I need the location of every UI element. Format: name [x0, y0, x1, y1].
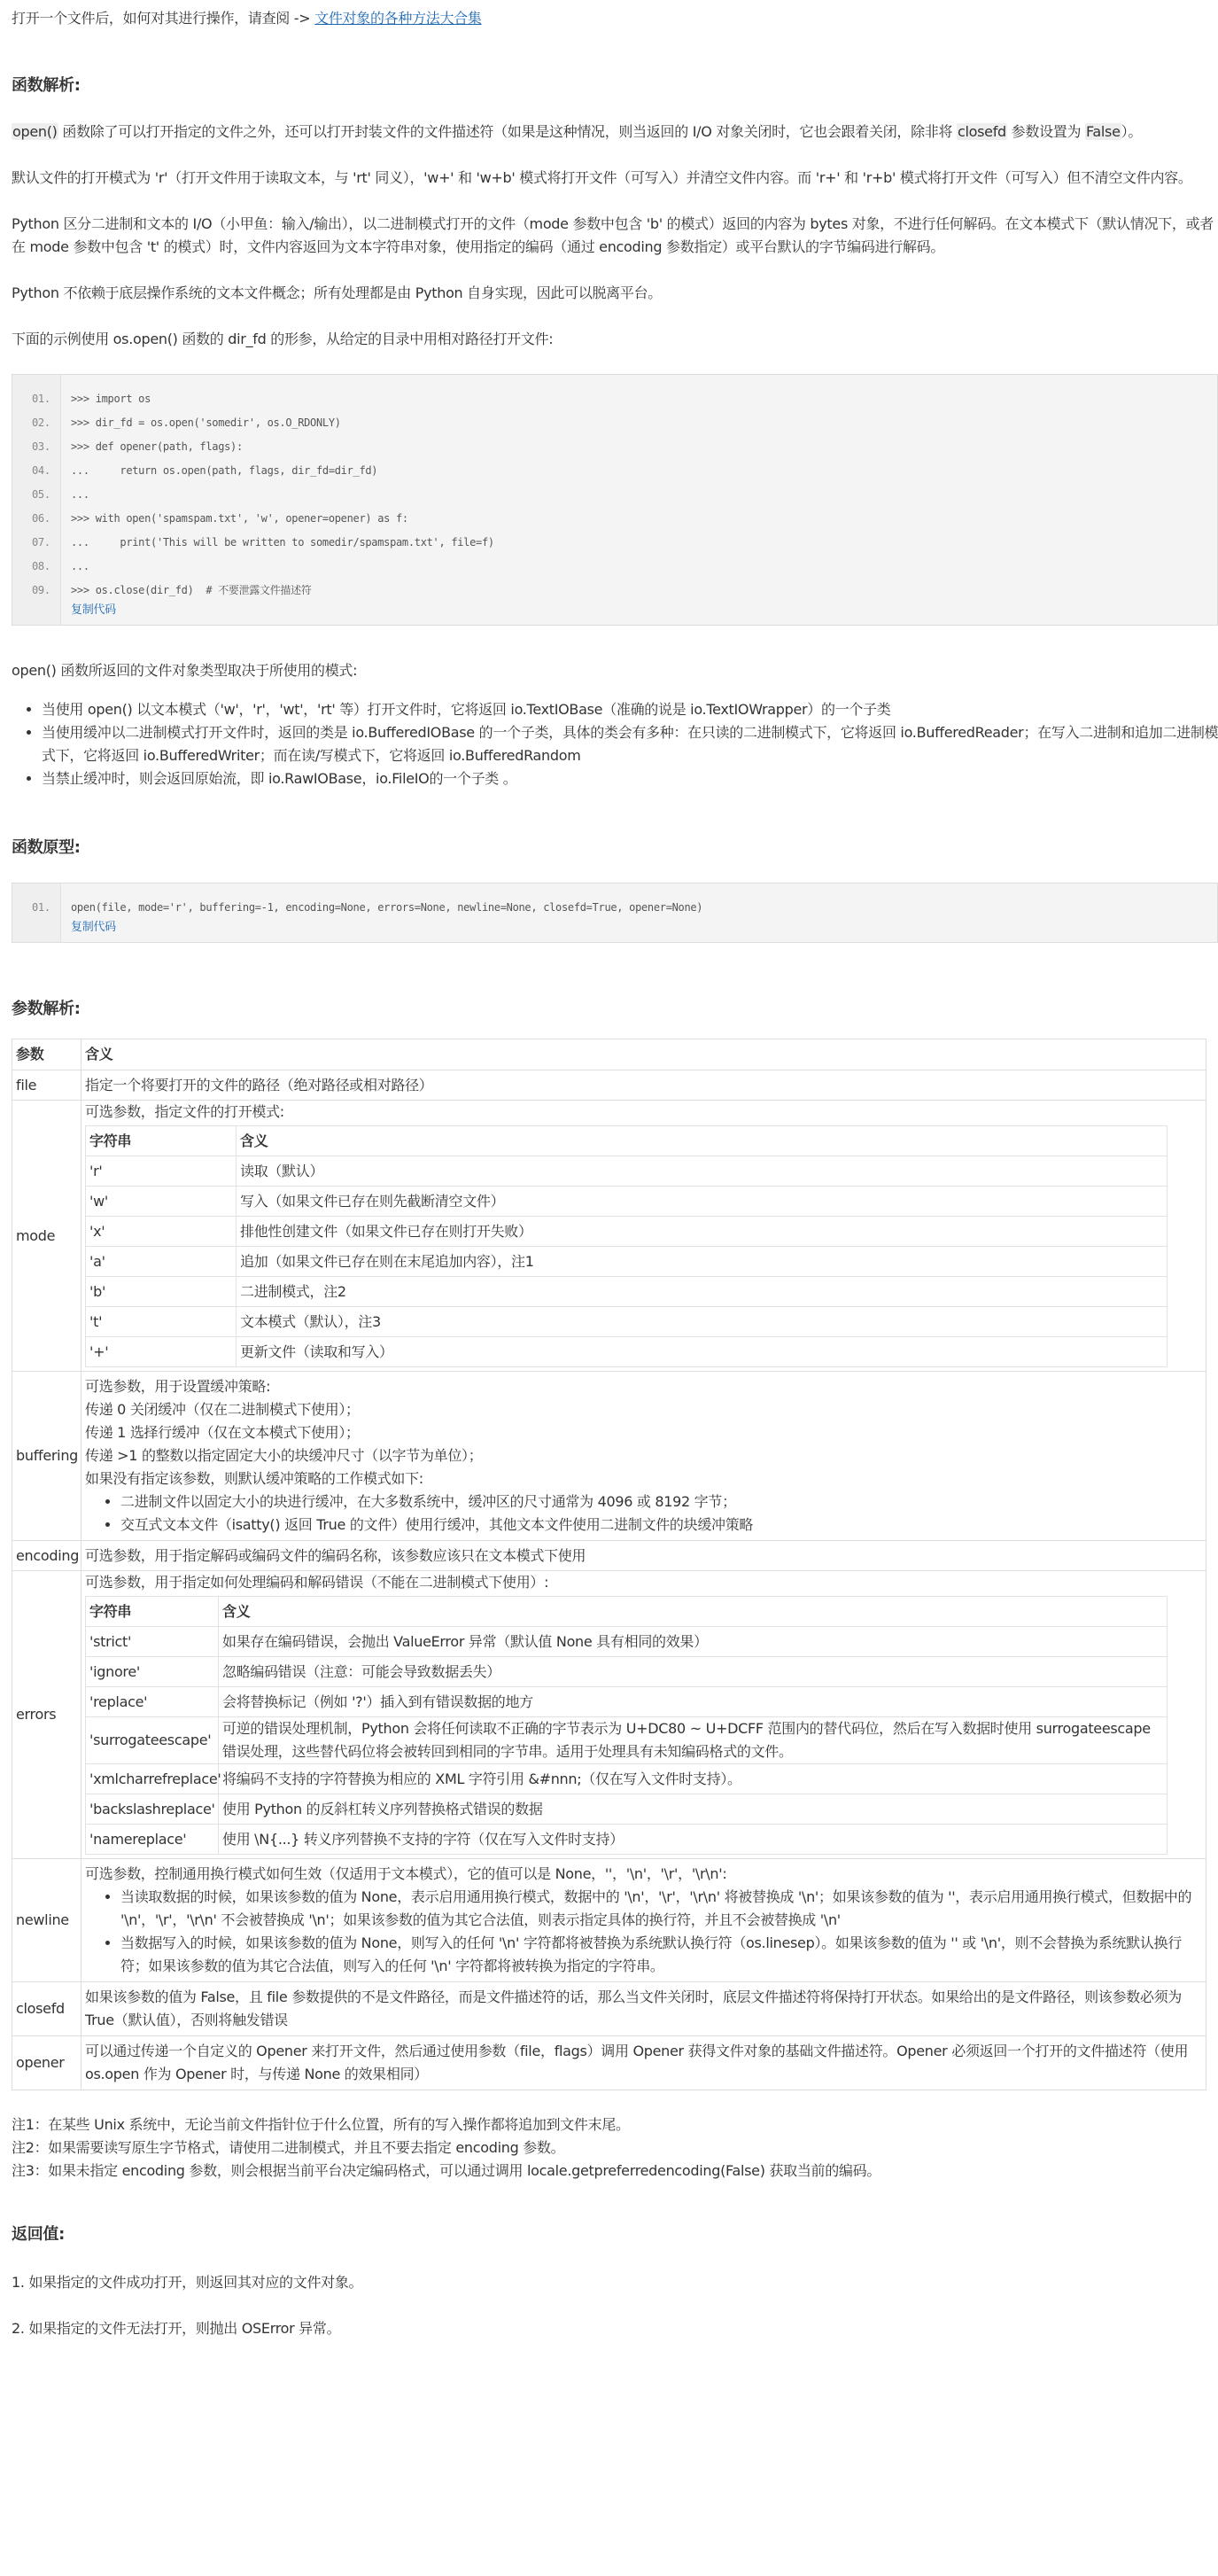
line-number: 09. — [32, 584, 50, 596]
option-meaning: 使用 Python 的反斜杠转义序列替换格式错误的数据 — [219, 1794, 1168, 1825]
buffering-line: 可选参数，用于设置缓冲策略: — [85, 1378, 271, 1395]
line-number: 06. — [32, 512, 50, 525]
option-meaning: 排他性创建文件（如果文件已存在则打开失败） — [237, 1217, 1168, 1247]
table-row — [12, 1070, 1206, 1101]
param-name: newline — [12, 1859, 81, 1982]
option-value: 'strict' — [86, 1627, 219, 1657]
inner-row — [86, 1717, 1168, 1764]
buffering-line: 传递 >1 的整数以指定固定大小的块缓冲尺寸（以字节为单位）； — [85, 1447, 483, 1464]
option-meaning: 写入（如果文件已存在则先截断清空文件） — [237, 1187, 1168, 1217]
buffering-line: 传递 0 关闭缓冲（仅在二进制模式下使用）； — [85, 1401, 360, 1418]
p1-text2: 参数设置为 — [1006, 123, 1085, 140]
inner-row — [86, 1187, 1168, 1217]
option-value: 'backslashreplace' — [86, 1794, 219, 1825]
option-value: 'namereplace' — [86, 1825, 219, 1855]
paragraph-example-intro: 下面的示例使用 os.open() 函数的 dir_fd 的形参，从给定的目录中用相对路径打开文件: — [12, 331, 554, 347]
param-desc: 可选参数，用于指定如何处理编码和解码错误（不能在二进制模式下使用）: — [85, 1574, 549, 1591]
list-item: • 当禁止缓冲时，则会返回原始流，即 io.RawIOBase，io.FileIO的一个子类 。 — [42, 767, 1218, 790]
line-number: 05. — [32, 488, 50, 501]
code-line — [12, 896, 1217, 920]
code-false: False — [1085, 123, 1121, 140]
param-name: encoding — [12, 1541, 81, 1571]
param-desc: 如果该参数的值为 False，且 file 参数提供的不是文件路径，而是文件描述符的话，那么当文件关闭时，底层文件描述符将保持打开状态。如果给出的是文件路径，则该参数必须为 True（默认值），否则将触发错误 — [81, 1982, 1206, 2036]
return-line: 2. 如果指定的文件无法打开，则抛出 OSError 异常。 — [12, 2320, 341, 2337]
note-line: 注1：在某些 Unix 系统中，无论当前文件指针位于什么位置，所有的写入操作都将追加到文件末尾。 — [12, 2116, 630, 2133]
notes — [12, 2113, 1218, 2183]
mode-return-list — [12, 698, 1218, 790]
header-param: 参数 — [12, 1039, 81, 1070]
section-title-return: 返回值: — [12, 2225, 65, 2244]
line-number: 03. — [32, 440, 50, 453]
inner-row — [86, 1794, 1168, 1825]
inner-header-cell: 含义 — [219, 1597, 1168, 1627]
p1-text: 函数除了可以打开指定的文件之外，还可以打开封装文件的文件描述符（如果是这种情况，则当返回的 I/O 对象关闭时，它也会跟着关闭，除非将 — [58, 123, 957, 140]
option-value: 'xmlcharrefreplace' — [86, 1764, 219, 1794]
inner-row — [86, 1687, 1168, 1717]
line-number: 07. — [32, 536, 50, 549]
inner-row — [86, 1657, 1168, 1687]
param-desc: 指定一个将要打开的文件的路径（绝对路径或相对路径） — [81, 1070, 1206, 1101]
code-line — [12, 459, 1217, 483]
note-line: 注3：如果未指定 encoding 参数，则会根据当前平台决定编码格式，可以通过调用 locale.getpreferredencoding(False) 获取当前的编码。 — [12, 2162, 881, 2179]
param-name: file — [12, 1070, 81, 1101]
param-name: buffering — [12, 1372, 81, 1541]
buffering-list — [85, 1490, 1202, 1537]
code-text: ... print('This will be written to somedir/spamspam.txt', file=f) — [71, 536, 494, 549]
option-meaning: 追加（如果文件已存在则在末尾追加内容），注1 — [237, 1247, 1168, 1277]
option-value: 'r' — [86, 1156, 237, 1187]
section-title-params: 参数解析: — [12, 1000, 81, 1018]
option-value: 'replace' — [86, 1687, 219, 1717]
inner-row — [86, 1277, 1168, 1307]
table-row — [12, 1982, 1206, 2036]
table-row — [12, 1372, 1206, 1541]
code-text: >>> os.close(dir_fd) # 不要泄露文件描述符 — [71, 584, 312, 596]
params-table — [12, 1039, 1206, 2090]
option-meaning: 更新文件（读取和写入） — [237, 1337, 1168, 1367]
option-meaning: 二进制模式，注2 — [237, 1277, 1168, 1307]
line-number: 04. — [32, 464, 50, 477]
code-text: ... — [71, 488, 89, 501]
list-item: • 当使用缓冲以二进制模式打开文件时，返回的类是 io.BufferedIOBase 的一个子类，具体的类会有多种：在只读的二进制模式下，它将返回 io.BufferedReader；在写入二进制和追加二进制模式下，它将返回 io.BufferedWriter；而在读/写模式下，它将返回 io.BufferedRandom — [42, 721, 1218, 767]
intro-text: 打开一个文件后，如何对其进行操作，请查阅 -> — [12, 10, 315, 27]
code-line — [12, 435, 1217, 459]
option-meaning: 会将替换标记（例如 '?'）插入到有错误数据的地方 — [219, 1687, 1168, 1717]
code-text: >>> def opener(path, flags): — [71, 440, 243, 453]
option-meaning: 将编码不支持的字符替换为相应的 XML 字符引用 &#nnn;（仅在写入文件时支持）。 — [219, 1764, 1168, 1794]
copy-code-link[interactable]: 复制代码 — [71, 603, 116, 617]
paragraph-platform: Python 不依赖于底层操作系统的文本文件概念；所有处理都是由 Python 自身实现，因此可以脱离平台。 — [12, 284, 662, 301]
list-item: • 交互式文本文件（isatty() 返回 True 的文件）使用行缓冲，其他文本文件使用二进制文件的块缓冲策略 — [120, 1514, 1202, 1537]
param-name: opener — [12, 2036, 81, 2090]
section-title-analysis: 函数解析: — [12, 76, 81, 95]
code-line — [12, 579, 1217, 603]
copy-code-link[interactable]: 复制代码 — [71, 921, 116, 934]
inner-row — [86, 1337, 1168, 1367]
code-text: ... — [71, 560, 89, 572]
code-line — [12, 387, 1217, 411]
buffering-line: 传递 1 选择行缓冲（仅在文本模式下使用）； — [85, 1424, 360, 1441]
option-meaning: 忽略编码错误（注意：可能会导致数据丢失） — [219, 1657, 1168, 1687]
code-line — [12, 507, 1217, 531]
inner-row — [86, 1217, 1168, 1247]
errors-table — [85, 1596, 1168, 1855]
param-desc: 可以通过传递一个自定义的 Opener 来打开文件，然后通过使用参数（file，flags）调用 Opener 获得文件对象的基础文件描述符。Opener 必须返回一个打开的文件描述符（使用 os.open 作为 Opener 时，与传递 None 的效果相同） — [81, 2036, 1206, 2090]
line-number: 01. — [32, 901, 50, 914]
inner-row — [86, 1764, 1168, 1794]
inner-header-cell: 字符串 — [86, 1126, 237, 1156]
code-closefd: closefd — [957, 123, 1006, 140]
intro-line — [12, 0, 1218, 30]
option-value: 'a' — [86, 1247, 237, 1277]
inner-header-row — [86, 1126, 1168, 1156]
option-value: 'surrogateescape' — [86, 1717, 219, 1764]
table-header-row — [12, 1039, 1206, 1070]
option-value: 'x' — [86, 1217, 237, 1247]
methods-link[interactable]: 文件对象的各种方法大合集 — [314, 10, 482, 27]
option-meaning: 读取（默认） — [237, 1156, 1168, 1187]
param-name: closefd — [12, 1982, 81, 2036]
param-desc-cell — [81, 1571, 1206, 1859]
code-text: >>> import os — [71, 393, 151, 405]
list-item: • 当数据写入的时候，如果该参数的值为 None，则写入的任何 '\n' 字符都将被替换为系统默认换行符（os.linesep）。如果该参数的值为 '' 或 '\n'，则不会替换为系统默认换行符；如果该参数的值为其它合法值，则写入的任何 '\n' 字符都将被转换为指定的字符串。 — [120, 1932, 1202, 1978]
code-open: open() — [12, 123, 58, 140]
param-desc-cell — [81, 1101, 1206, 1372]
param-name: mode — [12, 1101, 81, 1372]
inner-row — [86, 1627, 1168, 1657]
note-line: 注2：如果需要读写原生字节格式，请使用二进制模式，并且不要去指定 encoding 参数。 — [12, 2139, 565, 2156]
param-desc-cell — [81, 1859, 1206, 1982]
list-item: • 二进制文件以固定大小的块进行缓冲，在大多数系统中，缓冲区的尺寸通常为 4096 或 8192 字节； — [120, 1490, 1202, 1514]
param-desc: 可选参数，指定文件的打开模式: — [85, 1103, 284, 1120]
newline-list — [85, 1886, 1202, 1978]
option-value: 'w' — [86, 1187, 237, 1217]
code-text: open(file, mode='r', buffering=-1, encoding=None, errors=None, newline=None, closefd=True, opener=None) — [71, 901, 703, 914]
code-text: ... return os.open(path, flags, dir_fd=dir_fd) — [71, 464, 378, 477]
inner-row — [86, 1247, 1168, 1277]
table-row — [12, 2036, 1206, 2090]
inner-row — [86, 1307, 1168, 1337]
paragraph-default-mode: 默认文件的打开模式为 'r'（打开文件用于读取文本，与 'rt' 同义），'w+' 和 'w+b' 模式将打开文件（可写入）并清空文件内容。而 'r+' 和 'r+b' 模式将打开文件（可写入）但不清空文件内容。 — [12, 169, 1192, 186]
option-value: '+' — [86, 1337, 237, 1367]
mode-table — [85, 1125, 1168, 1367]
line-number: 08. — [32, 560, 50, 572]
code-line — [12, 411, 1217, 435]
line-number: 02. — [32, 416, 50, 429]
paragraph-open-desc — [12, 121, 1218, 144]
header-meaning: 含义 — [81, 1039, 1206, 1070]
inner-row — [86, 1156, 1168, 1187]
table-row — [12, 1101, 1206, 1372]
param-desc: 可选参数，用于指定解码或编码文件的编码名称，该参数应该只在文本模式下使用 — [81, 1541, 1206, 1571]
code-line — [12, 531, 1217, 555]
option-meaning: 可逆的错误处理机制，Python 会将任何读取不正确的字节表示为 U+DC80 ~ U+DCFF 范围内的替代码位，然后在写入数据时使用 surrogateescape 错误处理，这些替代码位将会被转回到相同的字节串。适用于处理具有未知编码格式的文件。 — [219, 1717, 1168, 1764]
buffering-line: 如果没有指定该参数，则默认缓冲策略的工作模式如下: — [85, 1470, 423, 1487]
line-number: 01. — [32, 393, 50, 405]
code-block-example — [12, 374, 1218, 626]
code-block-prototype — [12, 883, 1218, 943]
paragraph-binary-text: Python 区分二进制和文本的 I/O（小甲鱼：输入/输出），以二进制模式打开的文件（mode 参数中包含 'b' 的模式）返回的内容为 bytes 对象，不进行任何解码。在文本模式下（默认情况下，或者在 mode 参数中包含 't' 的模式）时，文件内容返回为文本字符串对象，使用指定的编码（通过 encoding 参数指定）或平台默认的字节编码进行解码。 — [12, 215, 1214, 255]
p1-end: ）。 — [1121, 123, 1143, 140]
option-meaning: 文本模式（默认），注3 — [237, 1307, 1168, 1337]
paragraph-return-type: open() 函数所返回的文件对象类型取决于所使用的模式: — [12, 662, 358, 679]
list-item: • 当读取数据的时候，如果该参数的值为 None，表示启用通用换行模式，数据中的 '\n'，'\r'，'\r\n' 将被替换成 '\n'；如果该参数的值为 ''，表示启用通用换行模式，但数据中的 '\n'，'\r'，'\r\n' 不会被替换成 '\n'；如果该参数的值为其它合法值，则表示指定具体的换行符，并且不会被替换成 '\n' — [120, 1886, 1202, 1932]
section-title-prototype: 函数原型: — [12, 838, 81, 857]
option-value: 't' — [86, 1307, 237, 1337]
code-text: >>> with open('spamspam.txt', 'w', opener=opener) as f: — [71, 512, 408, 525]
code-line — [12, 483, 1217, 507]
param-desc: 可选参数，控制通用换行模式如何生效（仅适用于文本模式），它的值可以是 None，''，'\n'，'\r'，'\r\n': — [85, 1865, 727, 1882]
inner-header-cell: 字符串 — [86, 1597, 219, 1627]
inner-row — [86, 1825, 1168, 1855]
option-value: 'b' — [86, 1277, 237, 1307]
param-name: errors — [12, 1571, 81, 1859]
option-meaning: 使用 \N{...} 转义序列替换不支持的字符（仅在写入文件时支持） — [219, 1825, 1168, 1855]
code-line — [12, 555, 1217, 579]
option-meaning: 如果存在编码错误，会抛出 ValueError 异常（默认值 None 具有相同的效果） — [219, 1627, 1168, 1657]
inner-header-row — [86, 1597, 1168, 1627]
code-text: >>> dir_fd = os.open('somedir', os.O_RDONLY) — [71, 416, 341, 429]
param-desc-cell — [81, 1372, 1206, 1541]
table-row — [12, 1571, 1206, 1859]
table-row — [12, 1541, 1206, 1571]
return-line: 1. 如果指定的文件成功打开，则返回其对应的文件对象。 — [12, 2274, 363, 2291]
inner-header-cell: 含义 — [237, 1126, 1168, 1156]
option-value: 'ignore' — [86, 1657, 219, 1687]
list-item: • 当使用 open() 以文本模式（'w'，'r'，'wt'，'rt' 等）打开文件时，它将返回 io.TextIOBase（准确的说是 io.TextIOWrapper）的一个子类 — [42, 698, 1218, 721]
table-row — [12, 1859, 1206, 1982]
